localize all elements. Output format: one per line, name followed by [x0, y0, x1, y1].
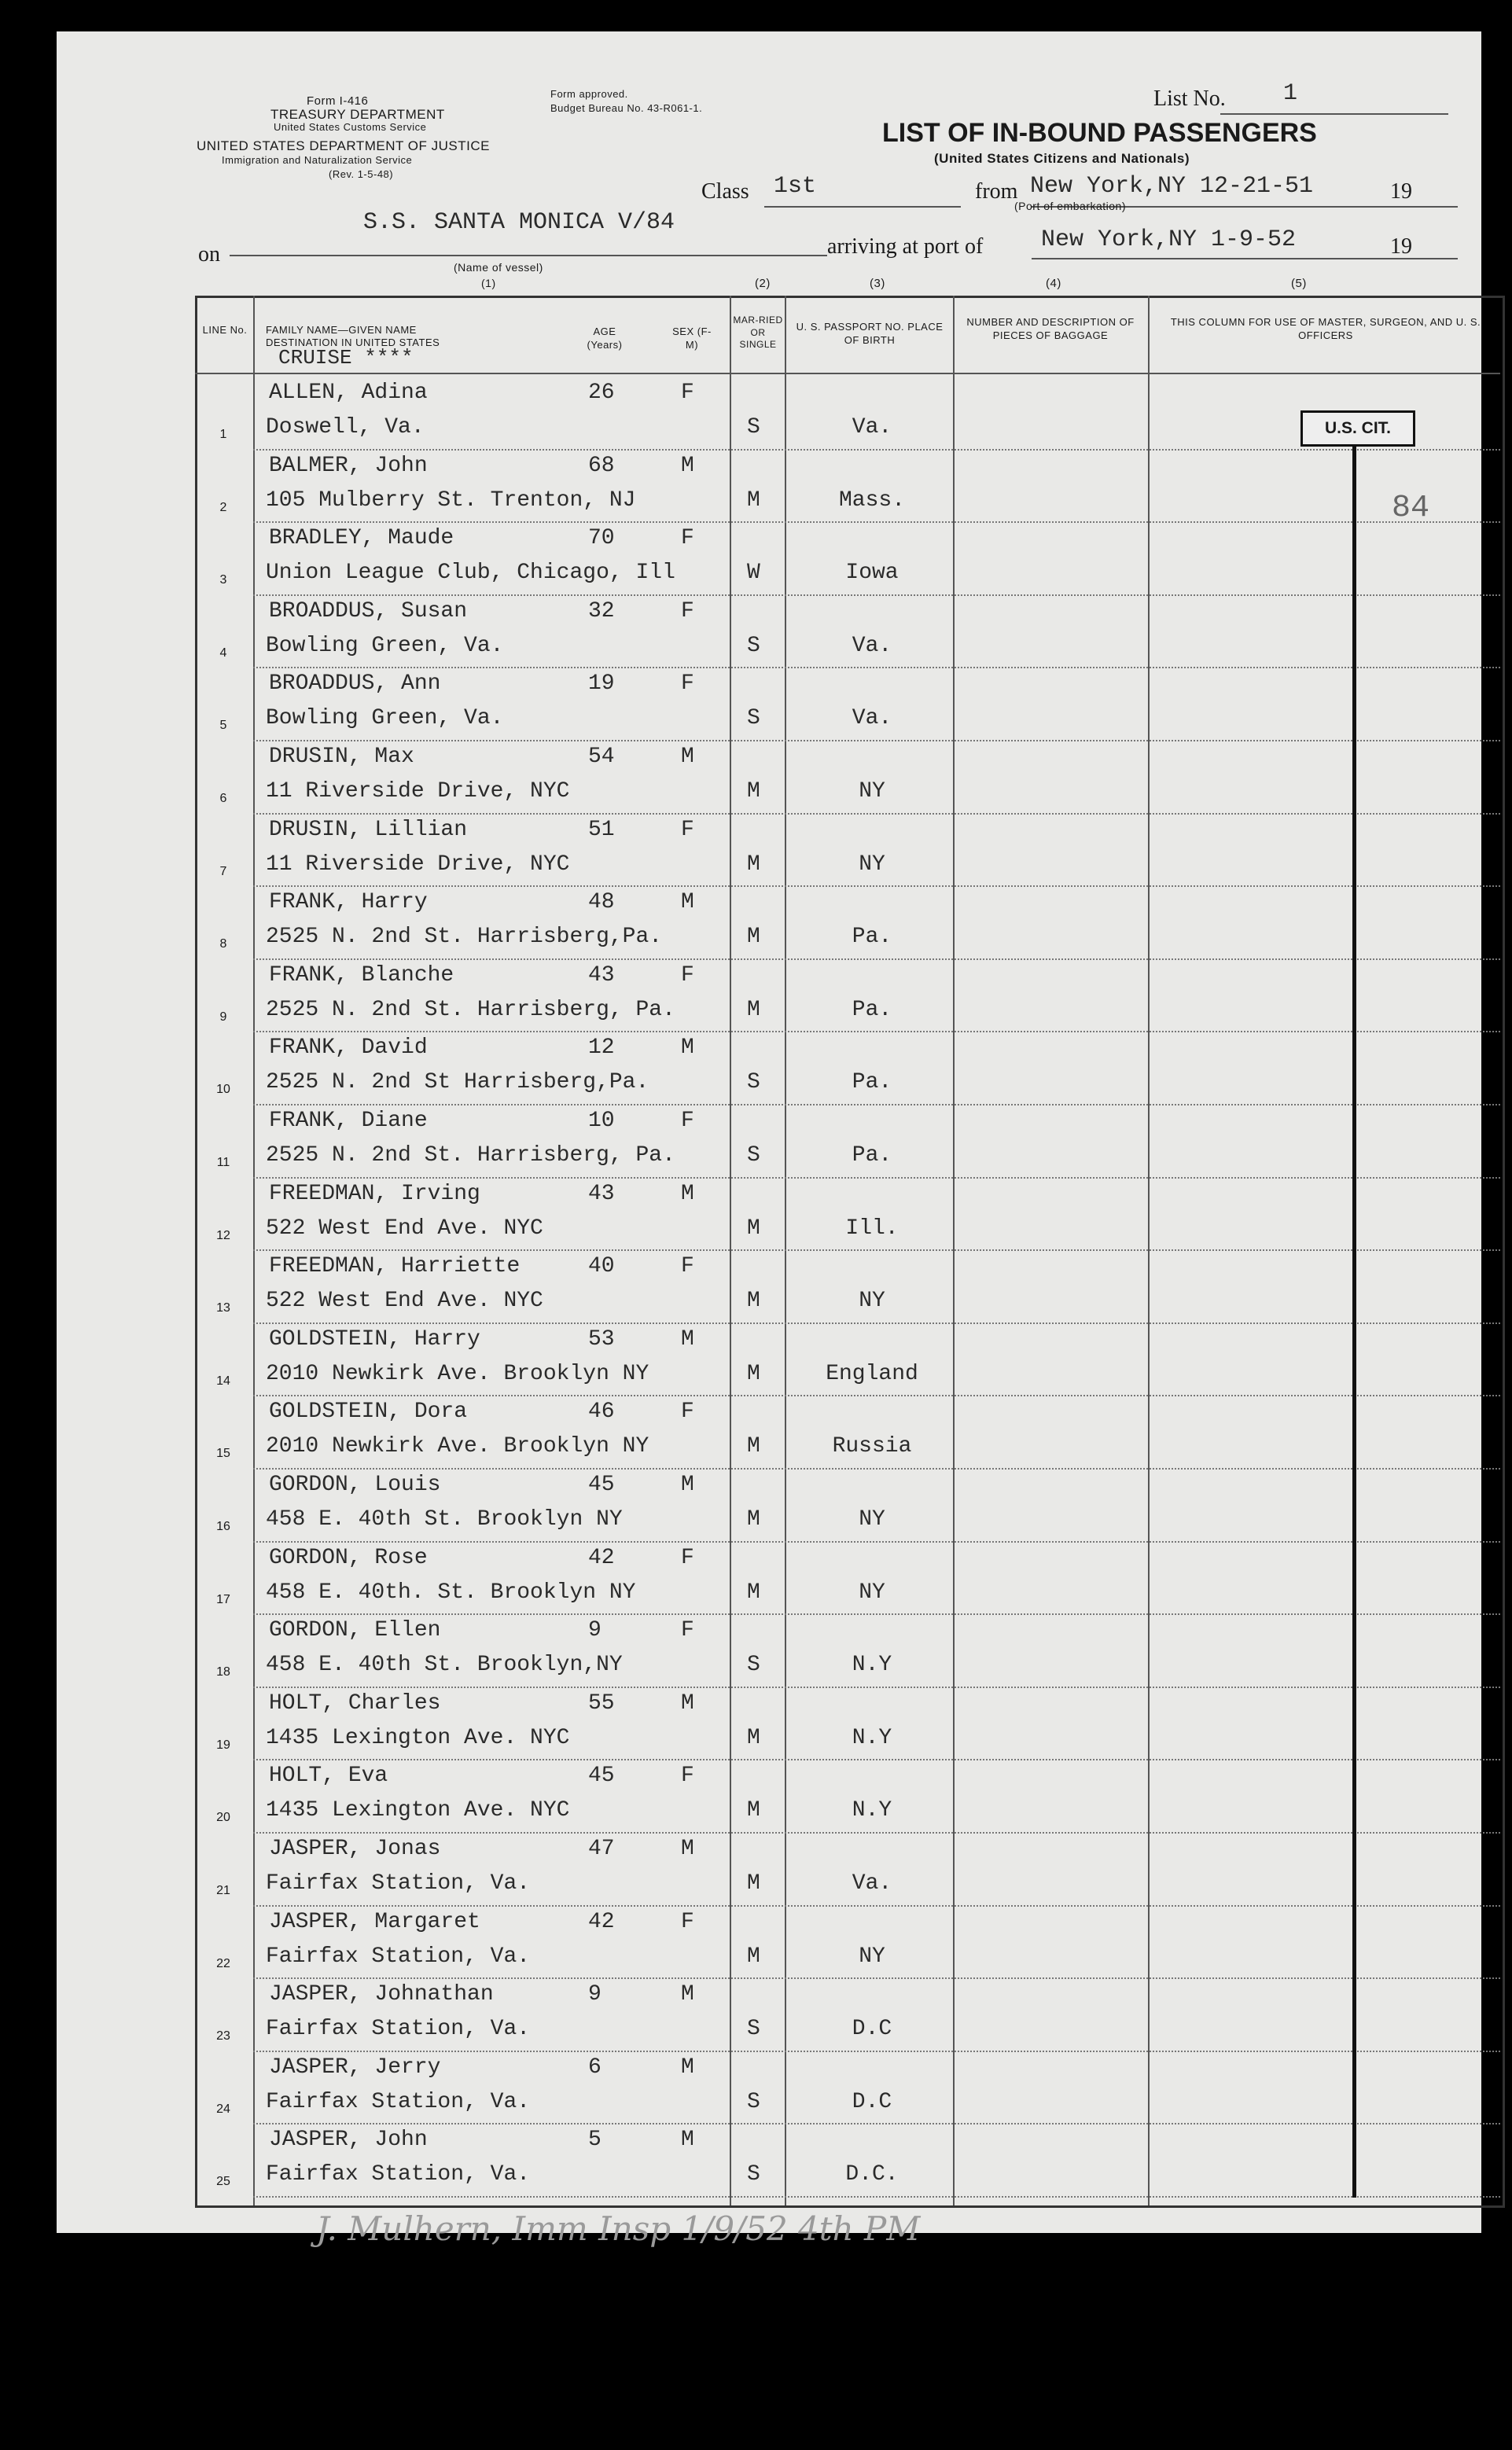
row-divider [253, 1104, 1500, 1105]
line-number: 18 [216, 1665, 230, 1679]
row-divider [253, 1395, 1500, 1396]
passenger-name: FRANK, Blanche [269, 962, 454, 988]
passenger-birthplace: NY [859, 1580, 885, 1605]
passenger-name: BROADDUS, Susan [269, 598, 468, 624]
us-citizen-stamp: U.S. CIT. [1300, 410, 1415, 447]
on-label: on [198, 242, 220, 267]
row-divider [253, 1977, 1500, 1979]
vessel-name: S.S. SANTA MONICA V/84 [363, 209, 675, 236]
row-divider [253, 2051, 1500, 2052]
port-embarkation-note: (Port of embarkation) [1014, 200, 1126, 212]
passenger-name: DRUSIN, Lillian [269, 817, 468, 842]
passenger-age: 5 [588, 2128, 601, 2153]
passenger-destination: 105 Mulberry St. Trenton, NJ [266, 487, 636, 513]
line-number: 11 [216, 1156, 230, 1169]
header-baggage: NUMBER AND DESCRIPTION OF PIECES OF BAGGAGE [966, 316, 1135, 341]
row-divider [253, 1613, 1500, 1615]
passenger-marital-status: S [747, 1070, 760, 1095]
arriving-label: arriving at port of [827, 234, 984, 259]
passenger-name: GORDON, Ellen [269, 1618, 441, 1643]
class-value: 1st [774, 173, 817, 200]
passenger-sex: F [681, 526, 694, 551]
passenger-destination: Bowling Green, Va. [266, 633, 504, 658]
line-number: 9 [219, 1010, 227, 1024]
passenger-destination: Doswell, Va. [266, 415, 425, 440]
header-passport: U. S. PASSPORT NO. PLACE OF BIRTH [796, 321, 944, 346]
passenger-birthplace: NY [859, 1289, 885, 1314]
passenger-sex: M [681, 1036, 694, 1061]
from-label: from [975, 179, 1018, 204]
passenger-destination: Fairfax Station, Va. [266, 1871, 531, 1896]
row-divider [253, 1905, 1500, 1907]
passenger-sex: M [681, 1181, 694, 1206]
passenger-birthplace: Pa. [852, 1143, 892, 1168]
passenger-sex: M [681, 2128, 694, 2153]
row-divider [253, 958, 1500, 960]
passenger-destination: Bowling Green, Va. [266, 706, 504, 731]
passenger-name: FREEDMAN, Harriette [269, 1254, 521, 1279]
passenger-destination: 11 Riverside Drive, NYC [266, 779, 570, 804]
row-divider [253, 2123, 1500, 2124]
row-divider [253, 2196, 1500, 2198]
passenger-sex: M [681, 1326, 694, 1352]
line-number: 12 [216, 1228, 230, 1242]
passenger-age: 46 [588, 1400, 615, 1425]
header-underline [195, 373, 1500, 374]
passenger-birthplace: NY [859, 779, 885, 804]
page-stamp: 84 [1392, 491, 1430, 526]
passenger-destination: 1435 Lexington Ave. NYC [266, 1725, 570, 1750]
row-divider [253, 813, 1500, 815]
passenger-marital-status: M [747, 925, 760, 950]
passenger-destination: 2525 N. 2nd St. Harrisberg, Pa. [266, 997, 675, 1022]
header-line-no: LINE No. [202, 324, 248, 336]
line-number: 8 [219, 937, 227, 951]
passenger-marital-status: S [747, 1653, 760, 1678]
passenger-sex: F [681, 671, 694, 697]
passenger-sex: F [681, 598, 694, 624]
passenger-destination: 2010 Newkirk Ave. Brooklyn NY [266, 1361, 649, 1386]
passenger-sex: M [681, 745, 694, 769]
row-divider [253, 1832, 1500, 1834]
line-number: 1 [219, 428, 227, 441]
from-value: New York,NY 12-21-51 [1030, 173, 1314, 200]
passenger-name: FRANK, Harry [269, 890, 428, 915]
passenger-destination: Fairfax Station, Va. [266, 2089, 531, 2114]
line-number: 23 [216, 2029, 230, 2044]
line-number: 14 [216, 1374, 230, 1388]
passenger-age: 53 [588, 1326, 615, 1352]
line-number: 5 [219, 719, 227, 733]
passenger-destination: Fairfax Station, Va. [266, 2017, 531, 2042]
passenger-age: 42 [588, 1909, 615, 1934]
passenger-marital-status: S [747, 633, 760, 658]
passenger-birthplace: N.Y [852, 1653, 892, 1678]
passenger-name: DRUSIN, Max [269, 745, 414, 769]
passenger-age: 55 [588, 1690, 615, 1716]
passenger-marital-status: S [747, 706, 760, 731]
line-number: 7 [219, 864, 227, 878]
passenger-age: 70 [588, 526, 615, 551]
list-no-label: List No. [1153, 86, 1226, 111]
passenger-marital-status: M [747, 1361, 760, 1386]
passenger-age: 68 [588, 453, 615, 478]
passenger-destination: 2525 N. 2nd St. Harrisberg,Pa. [266, 925, 663, 950]
row-divider [253, 885, 1500, 887]
class-label: Class [701, 179, 749, 204]
line-number: 24 [216, 2102, 230, 2116]
passenger-marital-status: M [747, 1871, 760, 1896]
passenger-marital-status: S [747, 2162, 760, 2187]
passenger-marital-status: M [747, 1798, 760, 1823]
passenger-age: 48 [588, 890, 615, 915]
passenger-birthplace: Va. [852, 1871, 892, 1896]
line-number: 21 [216, 1884, 230, 1897]
passenger-sex: M [681, 1473, 694, 1497]
passenger-birthplace: D.C. [845, 2162, 899, 2187]
passenger-sex: F [681, 1909, 694, 1934]
year-label-2: 19 [1390, 234, 1412, 259]
line-number: 13 [216, 1301, 230, 1315]
passenger-birthplace: Pa. [852, 997, 892, 1022]
passenger-name: GORDON, Rose [269, 1545, 428, 1570]
passenger-age: 45 [588, 1473, 615, 1497]
passenger-sex: M [681, 2055, 694, 2080]
line-number: 16 [216, 1520, 230, 1533]
passenger-sex: F [681, 1109, 694, 1133]
passenger-destination: 522 West End Ave. NYC [266, 1289, 543, 1314]
passenger-birthplace: Pa. [852, 1070, 892, 1095]
passenger-name: BALMER, John [269, 453, 428, 478]
passenger-destination: 2010 Newkirk Ave. Brooklyn NY [266, 1434, 649, 1459]
passenger-destination: 1435 Lexington Ave. NYC [266, 1798, 570, 1823]
passenger-sex: M [681, 453, 694, 478]
line-number: 17 [216, 1592, 230, 1606]
col5-marker: (5) [1291, 277, 1307, 290]
vessel-note: (Name of vessel) [454, 261, 543, 274]
passenger-name: GORDON, Louis [269, 1473, 441, 1497]
passenger-name: FREEDMAN, Irving [269, 1181, 480, 1206]
passenger-birthplace: Iowa [845, 561, 899, 586]
passenger-marital-status: S [747, 2017, 760, 2042]
form-approved: Form approved. [550, 88, 628, 100]
row-divider [253, 740, 1500, 741]
col1-marker: (1) [481, 277, 496, 289]
passenger-name: ALLEN, Adina [269, 381, 428, 405]
passenger-destination: 458 E. 40th St. Brooklyn NY [266, 1507, 623, 1532]
passenger-sex: F [681, 1764, 694, 1789]
passenger-age: 26 [588, 381, 615, 405]
passenger-name: HOLT, Charles [269, 1690, 441, 1716]
list-no-value: 1 [1283, 80, 1298, 107]
line-number: 6 [219, 792, 227, 805]
passenger-name: BRADLEY, Maude [269, 526, 454, 551]
passenger-destination: Fairfax Station, Va. [266, 1944, 531, 1969]
passenger-sex: F [681, 381, 694, 405]
col2-marker: (2) [755, 277, 771, 290]
manifest-page [57, 31, 1481, 2248]
passenger-marital-status: S [747, 1143, 760, 1168]
passenger-birthplace: Va. [852, 706, 892, 731]
manifest-subtitle: (United States Citizens and Nationals) [934, 151, 1190, 166]
line-number: 2 [219, 500, 227, 514]
revision: (Rev. 1-5-48) [329, 168, 394, 180]
passenger-sex: M [681, 890, 694, 915]
passenger-name: GOLDSTEIN, Dora [269, 1400, 468, 1425]
passenger-name: BROADDUS, Ann [269, 671, 441, 697]
header-family-name: FAMILY NAME—GIVEN NAME [266, 324, 417, 336]
manifest-title: LIST OF IN-BOUND PASSENGERS [882, 118, 1317, 148]
passenger-age: 40 [588, 1254, 615, 1279]
col4-marker: (4) [1046, 277, 1061, 290]
form-number: Form I-416 [307, 94, 369, 108]
passenger-destination: 2525 N. 2nd St. Harrisberg, Pa. [266, 1143, 675, 1168]
passenger-sex: F [681, 1400, 694, 1425]
row-divider [253, 1759, 1500, 1760]
passenger-birthplace: Va. [852, 633, 892, 658]
passenger-age: 32 [588, 598, 615, 624]
cruise-label: CRUISE **** [278, 346, 414, 370]
justice-dept: UNITED STATES DEPARTMENT OF JUSTICE [197, 138, 490, 153]
passenger-birthplace: NY [859, 1944, 885, 1969]
passenger-name: JASPER, Margaret [269, 1909, 480, 1934]
passenger-age: 54 [588, 745, 615, 769]
passenger-marital-status: M [747, 1289, 760, 1314]
row-divider [253, 594, 1500, 596]
passenger-age: 51 [588, 817, 615, 842]
passenger-marital-status: M [747, 852, 760, 877]
header-sex: SEX (F-M) [672, 326, 712, 351]
passenger-age: 43 [588, 962, 615, 988]
row-divider [253, 1687, 1500, 1688]
passenger-sex: F [681, 817, 694, 842]
passenger-destination: 2525 N. 2nd St Harrisberg,Pa. [266, 1070, 649, 1095]
header-destination: DESTINATION IN UNITED STATES [266, 337, 440, 348]
passenger-destination: 458 E. 40th. St. Brooklyn NY [266, 1580, 636, 1605]
passenger-name: JASPER, Jerry [269, 2055, 441, 2080]
row-divider [253, 1468, 1500, 1470]
row-divider [253, 1177, 1500, 1179]
passenger-birthplace: Ill. [845, 1216, 899, 1241]
line-number: 20 [216, 1811, 230, 1825]
passenger-destination: Union League Club, Chicago, Ill [266, 561, 675, 586]
year-underline [1417, 206, 1458, 208]
year-label: 19 [1390, 179, 1412, 204]
line-number: 22 [216, 1956, 230, 1970]
row-divider [253, 1031, 1500, 1032]
passenger-sex: M [681, 1690, 694, 1716]
passenger-name: JASPER, Johnathan [269, 1982, 494, 2007]
passenger-name: HOLT, Eva [269, 1764, 388, 1789]
passenger-marital-status: M [747, 1944, 760, 1969]
passenger-age: 45 [588, 1764, 615, 1789]
passenger-sex: F [681, 962, 694, 988]
arriving-value: New York,NY 1-9-52 [1041, 226, 1297, 253]
header-officers: THIS COLUMN FOR USE OF MASTER, SURGEON, AND U. S. OFFICERS [1170, 316, 1481, 341]
passenger-birthplace: Pa. [852, 925, 892, 950]
passenger-marital-status: M [747, 779, 760, 804]
arriving-underline [1032, 258, 1425, 259]
row-divider [253, 1541, 1500, 1543]
passenger-sex: M [681, 1982, 694, 2007]
passenger-marital-status: M [747, 1725, 760, 1750]
passenger-age: 47 [588, 1837, 615, 1861]
line-number: 15 [216, 1447, 230, 1461]
passenger-marital-status: M [747, 1216, 760, 1241]
passenger-birthplace: D.C [852, 2089, 892, 2114]
passenger-age: 9 [588, 1618, 601, 1643]
passenger-birthplace: NY [859, 852, 885, 877]
passenger-marital-status: M [747, 1434, 760, 1459]
passenger-destination: Fairfax Station, Va. [266, 2162, 531, 2187]
passenger-birthplace: Russia [832, 1434, 912, 1459]
passenger-sex: F [681, 1618, 694, 1643]
passenger-age: 9 [588, 1982, 601, 2007]
passenger-age: 42 [588, 1545, 615, 1570]
passenger-name: FRANK, Diane [269, 1109, 428, 1133]
row-divider [253, 1249, 1500, 1251]
citizen-bracket-line [1352, 444, 1356, 2198]
inspector-signature: J. Mulhern, Imm Insp 1/9/52 4th PM [316, 2209, 921, 2248]
passenger-destination: 522 West End Ave. NYC [266, 1216, 543, 1241]
passenger-marital-status: M [747, 1507, 760, 1532]
passenger-birthplace: N.Y [852, 1798, 892, 1823]
row-divider [253, 521, 1500, 523]
passenger-age: 43 [588, 1181, 615, 1206]
line-number: 10 [216, 1083, 230, 1097]
passenger-destination: 458 E. 40th St. Brooklyn,NY [266, 1653, 623, 1678]
row-divider [253, 1322, 1500, 1324]
passenger-marital-status: S [747, 415, 760, 440]
passenger-marital-status: M [747, 1580, 760, 1605]
line-number: 3 [219, 573, 227, 587]
passenger-sex: F [681, 1545, 694, 1570]
passenger-age: 19 [588, 671, 615, 697]
line-number: 19 [216, 1738, 230, 1752]
passenger-birthplace: Mass. [838, 487, 905, 513]
passenger-birthplace: England [826, 1361, 918, 1386]
row-divider [253, 449, 1500, 451]
line-number: 25 [216, 2175, 230, 2189]
header-age: AGE (Years) [587, 326, 623, 351]
col3-marker: (3) [870, 277, 885, 290]
passenger-marital-status: S [747, 2089, 760, 2114]
passenger-name: FRANK, David [269, 1036, 428, 1061]
passenger-name: GOLDSTEIN, Harry [269, 1326, 480, 1352]
line-number: 4 [219, 646, 227, 660]
passenger-marital-status: W [747, 561, 760, 586]
passenger-birthplace: D.C [852, 2017, 892, 2042]
header-married: MAR-RIED OR SINGLE [733, 315, 783, 351]
passenger-sex: M [681, 1837, 694, 1861]
budget-bureau: Budget Bureau No. 43-R061-1. [550, 102, 703, 114]
passenger-name: JASPER, Jonas [269, 1837, 441, 1861]
treasury-dept: TREASURY DEPARTMENT [270, 107, 445, 122]
passenger-destination: 11 Riverside Drive, NYC [266, 852, 570, 877]
row-divider [253, 667, 1500, 668]
passenger-sex: F [681, 1254, 694, 1279]
passenger-marital-status: M [747, 487, 760, 513]
class-underline [764, 206, 961, 208]
passenger-age: 12 [588, 1036, 615, 1061]
passenger-age: 10 [588, 1109, 615, 1133]
passenger-birthplace: N.Y [852, 1725, 892, 1750]
passenger-marital-status: M [747, 997, 760, 1022]
passenger-birthplace: Va. [852, 415, 892, 440]
passenger-birthplace: NY [859, 1507, 885, 1532]
vessel-underline [230, 255, 827, 256]
year-underline-2 [1417, 258, 1458, 259]
ins-service: Immigration and Naturalization Service [222, 154, 413, 166]
customs-service: United States Customs Service [274, 121, 427, 133]
passenger-age: 6 [588, 2055, 601, 2080]
passenger-name: JASPER, John [269, 2128, 428, 2153]
list-no-underline [1220, 113, 1448, 115]
